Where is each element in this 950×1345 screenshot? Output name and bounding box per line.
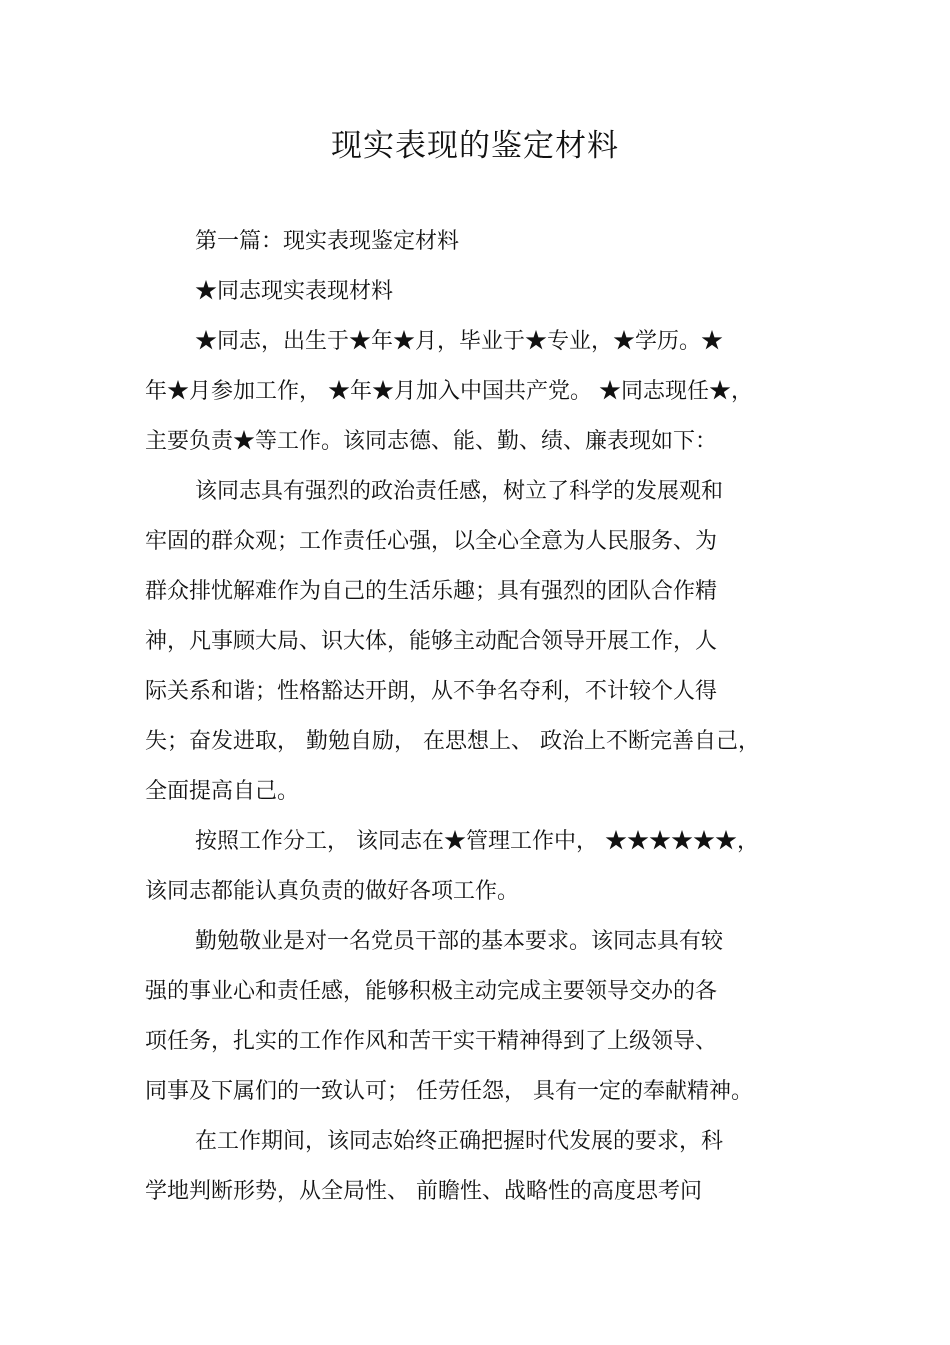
- paragraph-line: 群众排忧解难作为自己的生活乐趣；具有强烈的团队合作精: [145, 579, 718, 604]
- subject-heading: ★同志现实表现材料: [195, 279, 394, 304]
- paragraph-line: 勤勉敬业是对一名党员干部的基本要求。该同志具有较: [195, 929, 724, 954]
- paragraph-line: 同事及下属们的一致认可； 任劳任怨， 具有一定的奉献精神。: [145, 1079, 753, 1104]
- paragraph-line: 项任务，扎实的工作作风和苦干实干精神得到了上级领导、: [145, 1029, 718, 1054]
- paragraph-line: 该同志具有强烈的政治责任感，树立了科学的发展观和: [195, 479, 724, 504]
- paragraph-line: 主要负责★等工作。该同志德、能、勤、绩、廉表现如下：: [145, 429, 718, 454]
- section-heading: 第一篇：现实表现鉴定材料: [195, 229, 460, 254]
- paragraph-line: 该同志都能认真负责的做好各项工作。: [145, 879, 520, 904]
- paragraph-line: 按照工作分工， 该同志在★管理工作中， ★★★★★★，: [195, 829, 759, 854]
- paragraph-line: 牢固的群众观；工作责任心强，以全心全意为人民服务、为: [145, 529, 718, 554]
- paragraph-line: 学地判断形势，从全局性、 前瞻性、战略性的高度思考问: [145, 1179, 702, 1204]
- paragraph-line: 年★月参加工作， ★年★月加入中国共产党。 ★同志现任★，: [145, 379, 753, 404]
- paragraph-line: 失；奋发进取， 勤勉自励， 在思想上、 政治上不断完善自己，: [145, 729, 760, 754]
- document-title: 现实表现的鉴定材料: [331, 128, 619, 164]
- paragraph-line: 神，凡事顾大局、识大体，能够主动配合领导开展工作，人: [145, 629, 718, 654]
- paragraph-line: 在工作期间，该同志始终正确把握时代发展的要求，科: [195, 1129, 724, 1154]
- paragraph-line: ★同志，出生于★年★月，毕业于★专业，★学历。★: [195, 329, 724, 354]
- paragraph-line: 际关系和谐；性格豁达开朗，从不争名夺利，不计较个人得: [145, 679, 718, 704]
- paragraph-line: 全面提高自己。: [145, 779, 300, 804]
- paragraph-line: 强的事业心和责任感，能够积极主动完成主要领导交办的各: [145, 979, 718, 1004]
